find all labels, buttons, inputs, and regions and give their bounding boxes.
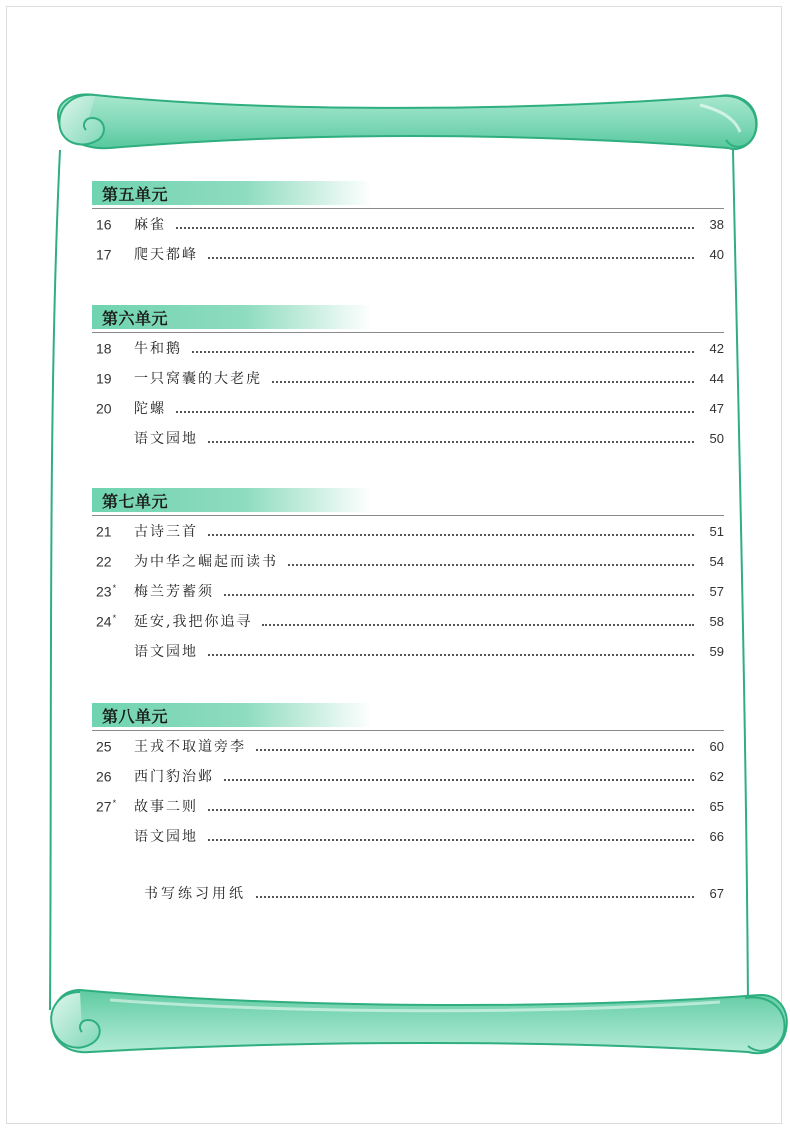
toc-entry[interactable] (92, 393, 724, 423)
lesson-title: 一只窝囊的大老虎 (134, 371, 262, 387)
lesson-title: 为中华之崛起而读书 (134, 554, 278, 570)
unit-header (92, 305, 372, 329)
unit-title: 第六单元 (102, 308, 169, 328)
page-number: 44 (709, 370, 724, 386)
dot-leader (262, 623, 694, 626)
dot-leader (272, 380, 694, 383)
unit-title: 第七单元 (102, 491, 169, 511)
lesson-number: 21 (96, 523, 112, 540)
lesson-title: 西门豹治邺 (134, 769, 214, 785)
dot-leader (208, 256, 694, 259)
toc-entry[interactable] (92, 636, 724, 666)
toc-entry[interactable] (92, 423, 724, 453)
dot-leader (224, 593, 694, 596)
unit-header (92, 488, 372, 512)
lesson-title: 故事二则 (134, 799, 198, 815)
lesson-number: 24* (96, 612, 117, 630)
lesson-title: 梅兰芳蓄须 (134, 584, 214, 600)
toc-entry[interactable] (92, 333, 724, 363)
lesson-number: 25 (96, 738, 112, 755)
lesson-number: 20 (96, 400, 112, 417)
unit-header (92, 703, 372, 727)
toc-extra-section (92, 878, 724, 908)
dot-leader (208, 533, 694, 536)
dot-leader (208, 838, 694, 841)
dot-leader (256, 895, 694, 898)
toc-entry[interactable] (92, 209, 724, 239)
page-number: 51 (709, 523, 724, 539)
lesson-title: 语文园地 (134, 644, 198, 660)
lesson-title: 牛和鹅 (134, 341, 182, 357)
toc-entry[interactable] (92, 363, 724, 393)
scroll-right-edge (733, 150, 748, 1005)
dot-leader (176, 226, 694, 229)
dot-leader (176, 410, 694, 413)
lesson-number: 26 (96, 768, 112, 785)
toc-entry[interactable] (92, 516, 724, 546)
dot-leader (256, 748, 694, 751)
page-number: 67 (709, 885, 724, 901)
page-number: 66 (709, 828, 724, 844)
scroll-bottom-roll (52, 990, 787, 1053)
page-number: 40 (709, 246, 724, 262)
unit-section (92, 703, 724, 851)
scroll-top-roll (58, 94, 756, 149)
lesson-number: 18 (96, 340, 112, 357)
page-number: 47 (709, 400, 724, 416)
lesson-title: 麻雀 (134, 217, 166, 233)
dot-leader (208, 808, 694, 811)
toc-entry[interactable] (92, 791, 724, 821)
page-number: 62 (709, 768, 724, 784)
toc-entry[interactable] (92, 576, 724, 606)
lesson-number: 23* (96, 582, 117, 600)
page-number: 59 (709, 643, 724, 659)
page-number: 60 (709, 738, 724, 754)
page-number: 42 (709, 340, 724, 356)
lesson-title: 语文园地 (134, 431, 198, 447)
lesson-number (92, 430, 134, 447)
lesson-number (92, 643, 134, 660)
toc-entry[interactable] (92, 731, 724, 761)
lesson-title: 爬天都峰 (134, 247, 198, 263)
dot-leader (224, 778, 694, 781)
toc-entry-writing-paper[interactable] (92, 878, 724, 908)
page-number: 38 (709, 216, 724, 232)
toc-entry[interactable] (92, 606, 724, 636)
page-number: 58 (709, 613, 724, 629)
unit-section (92, 488, 724, 666)
unit-section (92, 305, 724, 453)
lesson-number: 22 (96, 553, 112, 570)
lesson-number: 19 (96, 370, 112, 387)
scroll-left-edge (50, 150, 60, 1010)
page-number: 57 (709, 583, 724, 599)
lesson-number (92, 828, 134, 845)
page-number: 50 (709, 430, 724, 446)
dot-leader (192, 350, 694, 353)
lesson-number: 16 (96, 216, 112, 233)
page-number: 54 (709, 553, 724, 569)
lesson-title: 延安,我把你追寻 (134, 614, 253, 630)
toc-entry[interactable] (92, 821, 724, 851)
lesson-title: 古诗三首 (134, 524, 198, 540)
dot-leader (288, 563, 694, 566)
lesson-title: 语文园地 (134, 829, 198, 845)
dot-leader (208, 653, 694, 656)
toc-entry[interactable] (92, 239, 724, 269)
lesson-number: 17 (96, 246, 112, 263)
dot-leader (208, 440, 694, 443)
lesson-title: 书写练习用纸 (144, 886, 246, 902)
lesson-number: 27* (96, 797, 117, 815)
unit-section (92, 181, 724, 269)
lesson-title: 陀螺 (134, 401, 166, 417)
toc-entry[interactable] (92, 546, 724, 576)
page-number: 65 (709, 798, 724, 814)
unit-title: 第八单元 (102, 706, 169, 726)
lesson-title: 王戎不取道旁李 (134, 739, 246, 755)
unit-header (92, 181, 372, 205)
toc-entry[interactable] (92, 761, 724, 791)
unit-title: 第五单元 (102, 184, 169, 204)
